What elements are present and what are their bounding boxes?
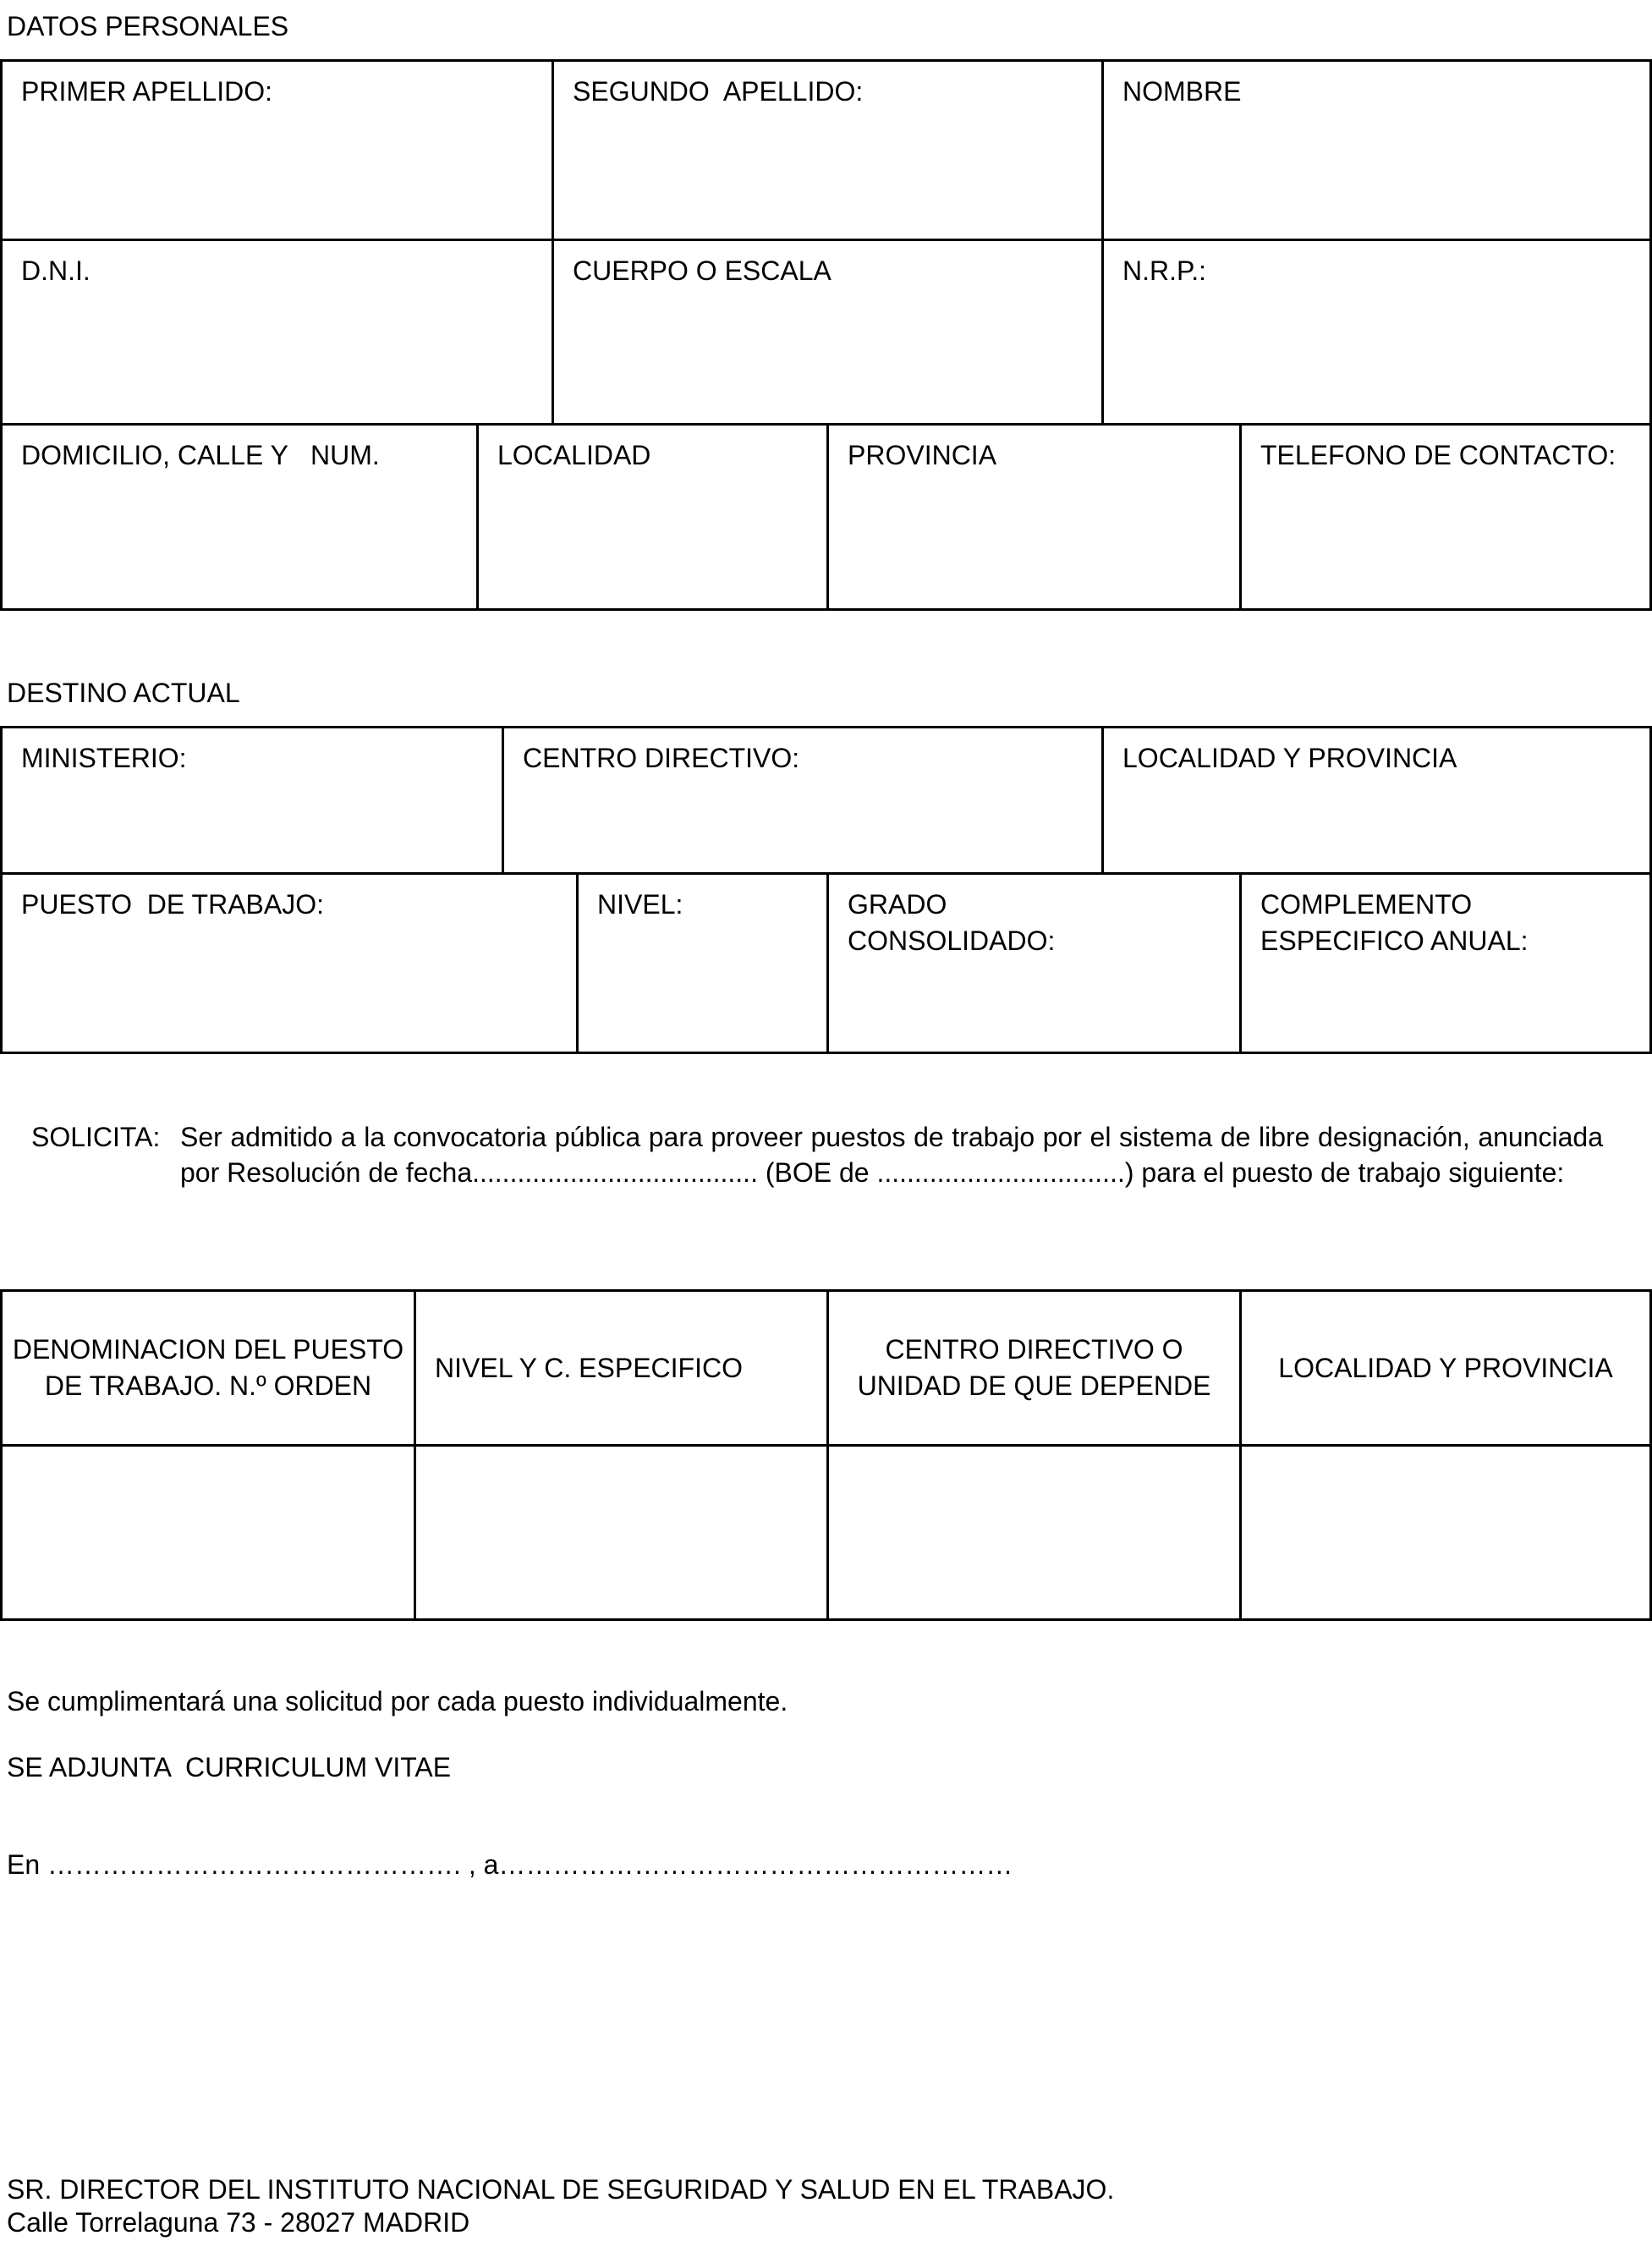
solicita-text: Ser admitido a la convocatoria pública para proveer puestos de trabajo por el sistema de libre designación, anunciada por Resolución de fecha...................................... (BOE de .................................) para el puesto de trabajo siguiente: — [180, 1122, 1603, 1188]
grado-label-line2: CONSOLIDADO: — [848, 925, 1056, 956]
solicita-label: SOLICITA: — [31, 1122, 161, 1152]
section-title-destino-actual: DESTINO ACTUAL — [7, 678, 240, 708]
header-nivel-label: NIVEL Y C. ESPECIFICO — [435, 1352, 743, 1383]
ministerio-label: MINISTERIO: — [21, 743, 187, 773]
nivel-label: NIVEL: — [597, 889, 683, 920]
primer-apellido-field[interactable] — [3, 62, 554, 241]
dni-field[interactable] — [3, 241, 554, 426]
header-centro-label: CENTRO DIRECTIVO O UNIDAD DE QUE DEPENDE — [857, 1334, 1211, 1401]
puesto-trabajo-label: PUESTO DE TRABAJO: — [21, 889, 325, 920]
complemento-label-line2: ESPECIFICO ANUAL: — [1260, 925, 1529, 956]
personal-data-table — [0, 59, 1652, 611]
grado-label-line1: GRADO — [848, 889, 947, 920]
section-title-datos-personales: DATOS PERSONALES — [7, 11, 289, 41]
header-centro-directivo — [829, 1292, 1242, 1447]
input-centro-directivo[interactable] — [829, 1447, 1242, 1618]
place-date-line[interactable]: En ………………………………………. , a………………………………………………… — [7, 1849, 1013, 1880]
input-nivel[interactable] — [416, 1447, 829, 1618]
primer-apellido-label: PRIMER APELLIDO: — [21, 76, 272, 107]
input-denominacion[interactable] — [3, 1447, 416, 1618]
centro-directivo-field[interactable] — [504, 728, 1104, 875]
destino-table — [0, 726, 1652, 1054]
header-denominacion-label: DENOMINACION DEL PUESTO DE TRABAJO. N.º ORDEN — [12, 1334, 404, 1401]
footer-recipient: SR. DIRECTOR DEL INSTITUTO NACIONAL DE SEGURIDAD Y SALUD EN EL TRABAJO. — [7, 2174, 1115, 2205]
centro-directivo-label: CENTRO DIRECTIVO: — [523, 743, 800, 773]
nombre-field[interactable] — [1104, 62, 1649, 241]
cuerpo-escala-label: CUERPO O ESCALA — [573, 255, 831, 286]
localidad-provincia-label: LOCALIDAD Y PROVINCIA — [1122, 743, 1457, 773]
cuerpo-escala-field[interactable] — [554, 241, 1104, 426]
header-nivel — [416, 1292, 829, 1447]
header-denominacion — [3, 1292, 416, 1447]
header-localidad-label: LOCALIDAD Y PROVINCIA — [1278, 1352, 1613, 1383]
ministerio-field[interactable] — [3, 728, 504, 875]
nivel-field[interactable] — [579, 875, 829, 1052]
puesto-solicitado-table — [0, 1289, 1652, 1621]
domicilio-label: DOMICILIO, CALLE Y NUM. — [21, 440, 380, 470]
nombre-label: NOMBRE — [1122, 76, 1242, 107]
nrp-field[interactable] — [1104, 241, 1649, 426]
complemento-especifico-field[interactable] — [1242, 875, 1649, 1052]
grado-consolidado-field[interactable] — [829, 875, 1242, 1052]
complemento-label-line1: COMPLEMENTO — [1260, 889, 1473, 920]
localidad-field[interactable] — [479, 426, 829, 608]
provincia-label: PROVINCIA — [848, 440, 997, 470]
localidad-label: LOCALIDAD — [497, 440, 651, 470]
note-cumplimentar: Se cumplimentará una solicitud por cada puesto individualmente. — [7, 1686, 788, 1716]
nrp-label: N.R.P.: — [1122, 255, 1206, 286]
dni-label: D.N.I. — [21, 255, 91, 286]
note-adjunta-cv: SE ADJUNTA CURRICULUM VITAE — [7, 1752, 452, 1782]
segundo-apellido-label: SEGUNDO APELLIDO: — [573, 76, 864, 107]
telefono-field[interactable] — [1242, 426, 1649, 608]
puesto-trabajo-field[interactable] — [3, 875, 579, 1052]
header-localidad-provincia — [1242, 1292, 1649, 1447]
provincia-field[interactable] — [829, 426, 1242, 608]
input-localidad-provincia[interactable] — [1242, 1447, 1649, 1618]
footer-address: Calle Torrelaguna 73 - 28027 MADRID — [7, 2207, 470, 2238]
telefono-label: TELEFONO DE CONTACTO: — [1260, 440, 1616, 470]
domicilio-field[interactable] — [3, 426, 479, 608]
localidad-provincia-field[interactable] — [1104, 728, 1649, 875]
segundo-apellido-field[interactable] — [554, 62, 1104, 241]
